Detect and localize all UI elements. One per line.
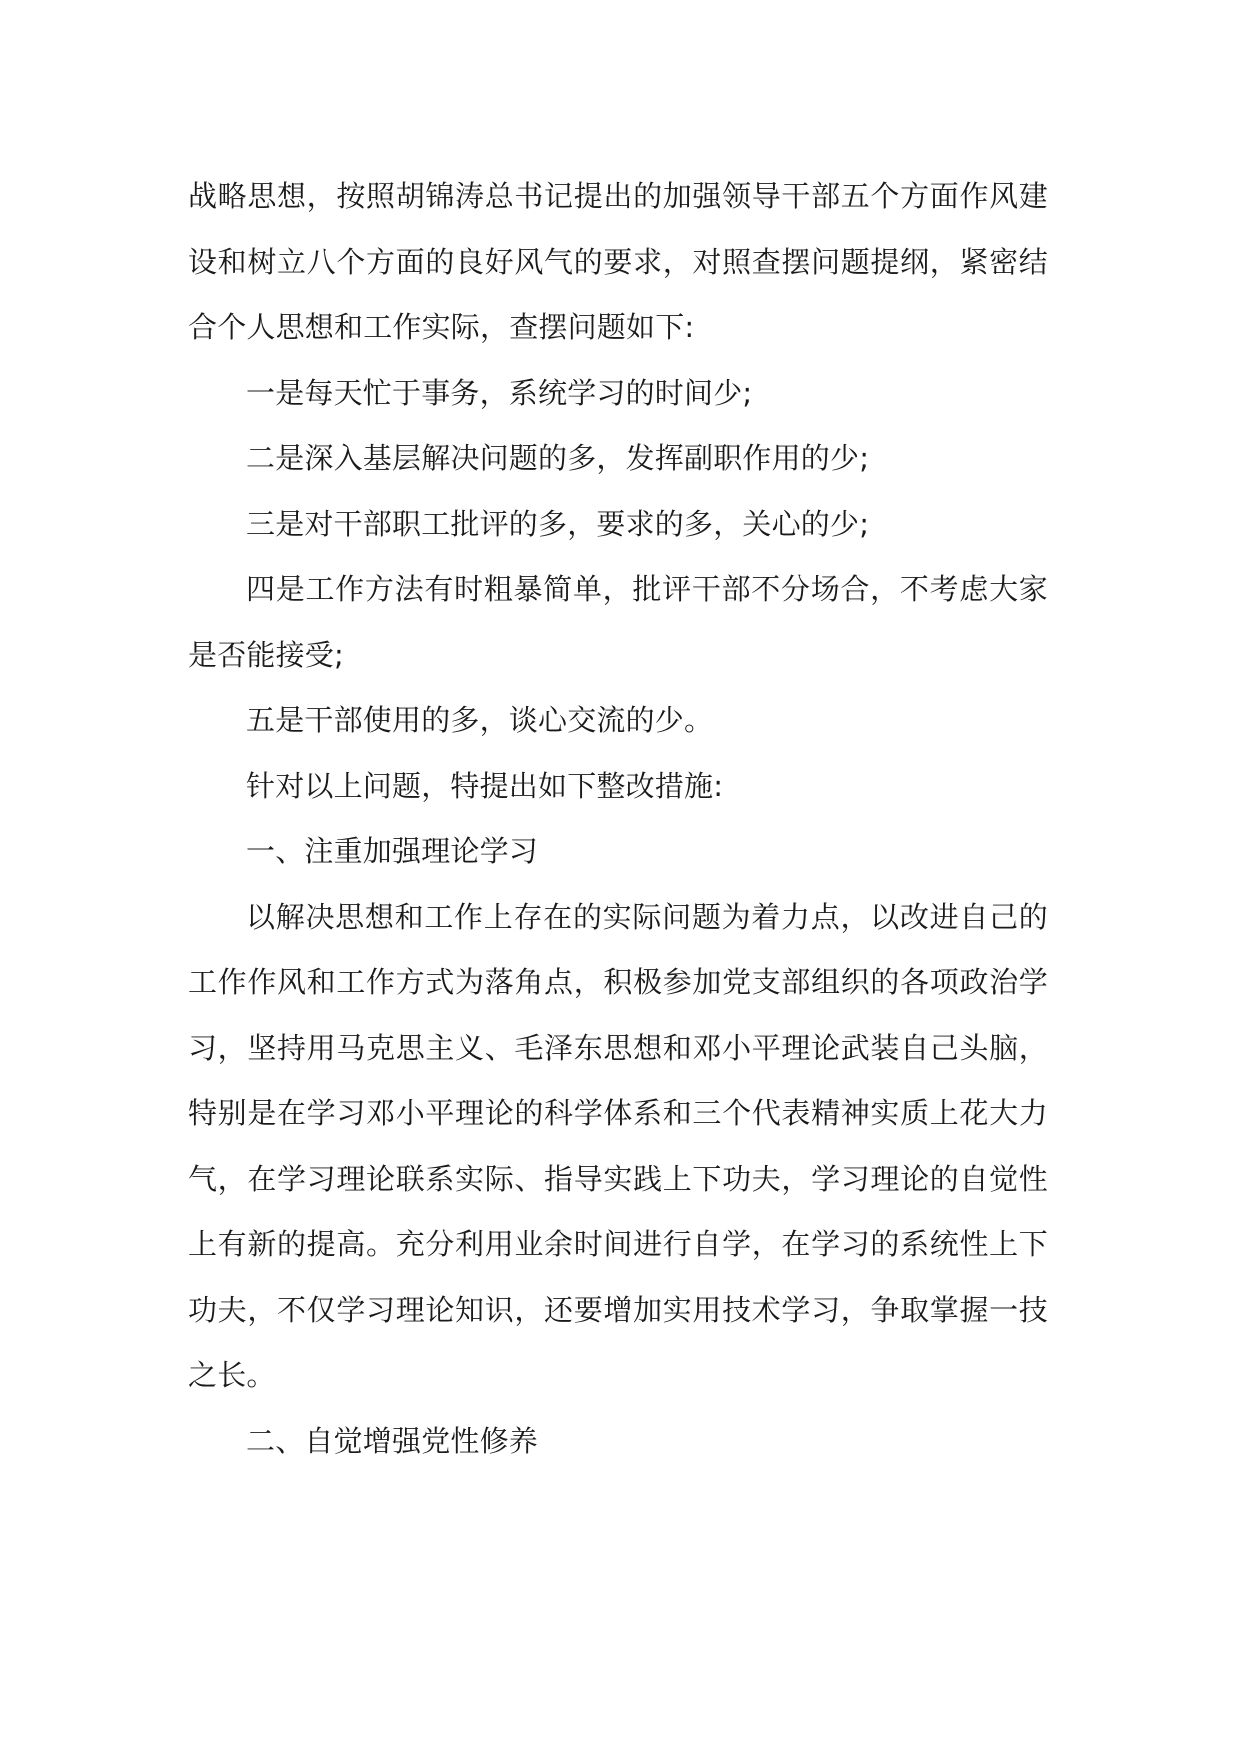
paragraph-problem-4: 四是工作方法有时粗暴简单，批评干部不分场合，不考虑大家是否能接受; [188, 572, 1048, 672]
paragraph-problem-3: 三是对干部职工批评的多，要求的多，关心的少; [246, 506, 870, 541]
paragraph-measures-intro: 针对以上问题，特提出如下整改措施: [246, 768, 724, 803]
section-heading-2: 二、自觉增强党性修养 [246, 1423, 539, 1458]
paragraph-problem-1: 一是每天忙于事务，系统学习的时间少; [246, 375, 753, 410]
paragraph-problem-2: 二是深入基层解决问题的多，发挥副职作用的少; [246, 441, 870, 475]
document-body [188, 164, 1048, 1474]
section-heading-1: 一、注重加强理论学习 [246, 834, 539, 868]
paragraph-intro: 战略思想，按照胡锦涛总书记提出的加强领导干部五个方面作风建设和树立八个方面的良好风气的要求，对照查摆问题提纲，紧密结合个人思想和工作实际，查摆问题如下: [188, 179, 1048, 344]
paragraph-section-1-body: 以解决思想和工作上存在的实际问题为着力点，以改进自己的工作作风和工作方式为落角点，积极参加党支部组织的各项政治学习，坚持用马克思主义、毛泽东思想和邓小平理论武装自己头脑，特别是在学习邓小平理论的科学体系和三个代表精神实质上花大力气，在学习理论联系实际、指导实践上下功夫，学习理论的自觉性上有新的提高。充分利用业余时间进行自学，在学习的系统性上下功夫，不仅学习理论知识，还要增加实用技术学习，争取掌握一技之长。 [188, 899, 1048, 1392]
paragraph-problem-5: 五是干部使用的多，谈心交流的少。 [246, 703, 714, 737]
